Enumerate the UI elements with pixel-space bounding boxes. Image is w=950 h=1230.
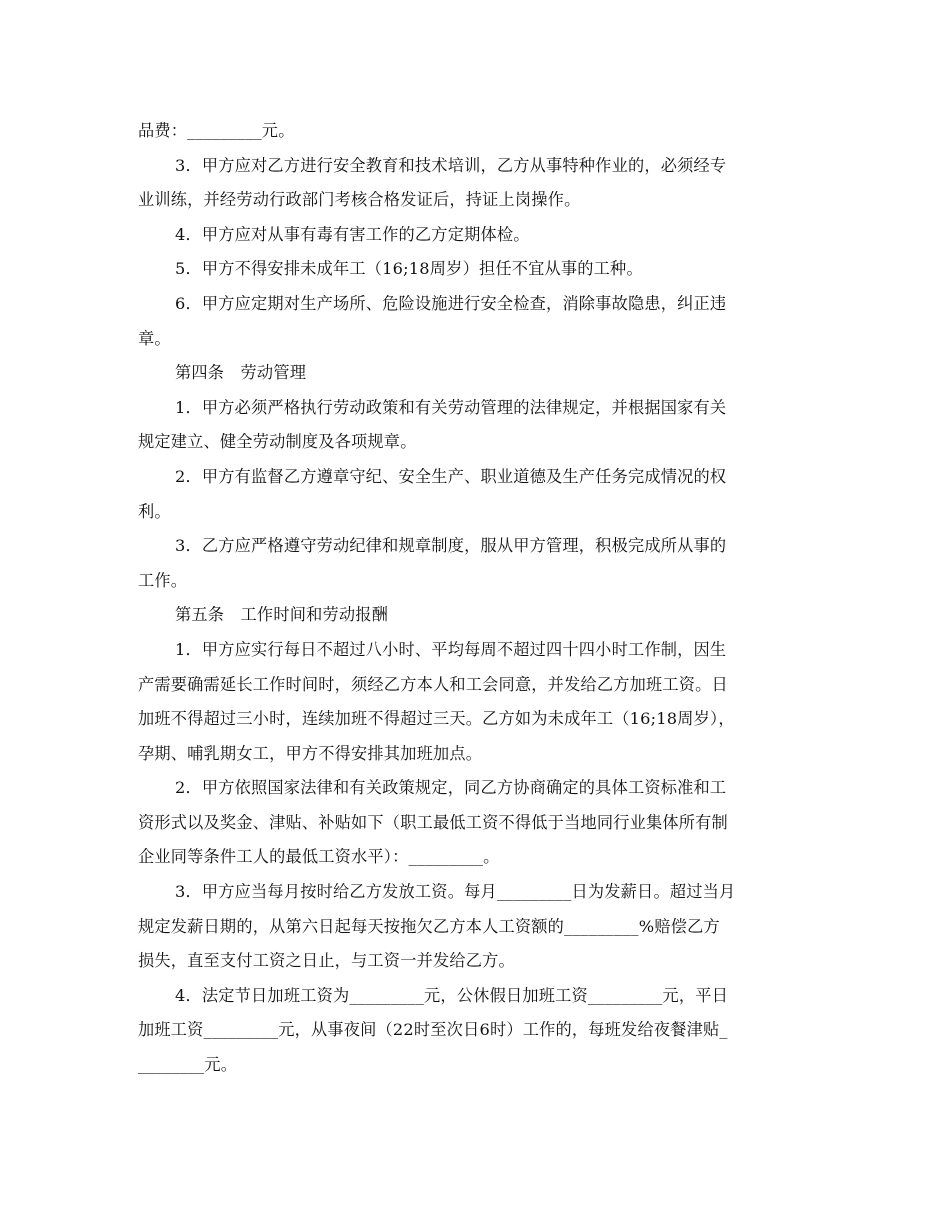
text-line: 企业同等条件工人的最低工资水平）：_________。 [138,847,500,867]
text-line: 5．甲方不得安排未成年工（16;18周岁）担任不宜从事的工种。 [175,259,643,279]
text-line: 加班不得超过三小时，连续加班不得超过三天。乙方如为未成年工（16;18周岁）， [138,709,735,729]
text-line: ________元。 [138,1055,238,1075]
text-line: 工作。 [138,570,188,590]
text-line: 1．甲方必须严格执行劳动政策和有关劳动管理的法律规定，并根据国家有关 [175,397,727,417]
text-line: 3．甲方应当每月按时给乙方发放工资。每月_________日为发薪日。超过当月 [175,882,736,902]
text-line: 孕期、哺乳期女工，甲方不得安排其加班加点。 [138,743,483,763]
text-line: 3．甲方应对乙方进行安全教育和技术培训，乙方从事特种作业的，必须经专 [175,155,727,175]
text-line: 2．甲方依照国家法律和有关政策规定，同乙方协商确定的具体工资标准和工 [175,778,727,798]
section-heading: 第五条 工作时间和劳动报酬 [175,605,389,625]
section-heading: 第四条 劳动管理 [175,363,307,383]
document-body [138,114,814,1083]
text-line: 2．甲方有监督乙方遵章守纪、安全生产、职业道德及生产任务完成情况的权 [175,466,727,486]
text-line: 资形式以及奖金、津贴、补贴如下（职工最低工资不得低于当地同行业集体所有制 [138,812,728,832]
text-line: 4．法定节日加班工资为_________元，公休假日加班工资_________元，平日 [175,985,729,1005]
text-line: 6．甲方应定期对生产场所、危险设施进行安全检查，消除事故隐患，纠正违 [175,293,727,313]
text-line: 产需要确需延长工作时间时，须经乙方本人和工会同意，并发给乙方加班工资。日 [138,674,728,694]
text-line: 章。 [138,328,171,348]
text-line: 1．甲方应实行每日不超过八小时、平均每周不超过四十四小时工作制，因生 [175,639,727,659]
text-line: 业训练，并经劳动行政部门考核合格发证后，持证上岗操作。 [138,190,581,210]
text-line: 利。 [138,501,171,521]
text-line: 规定发薪日期的，从第六日起每天按拖欠乙方本人工资额的_________%赔偿乙方 [138,916,720,936]
text-line: 4．甲方应对从事有毒有害工作的乙方定期体检。 [175,224,530,244]
text-line: 损失，直至支付工资之日止，与工资一并发给乙方。 [138,951,515,971]
text-line: 3．乙方应严格遵守劳动纪律和规章制度，服从甲方管理，积极完成所从事的 [175,536,727,556]
text-line: 品费：_________元。 [138,121,295,140]
text-line: 加班工资_________元，从事夜间（22时至次日6时）工作的，每班发给夜餐津贴_ [138,1020,728,1040]
text-line: 规定建立、健全劳动制度及各项规章。 [138,432,417,452]
